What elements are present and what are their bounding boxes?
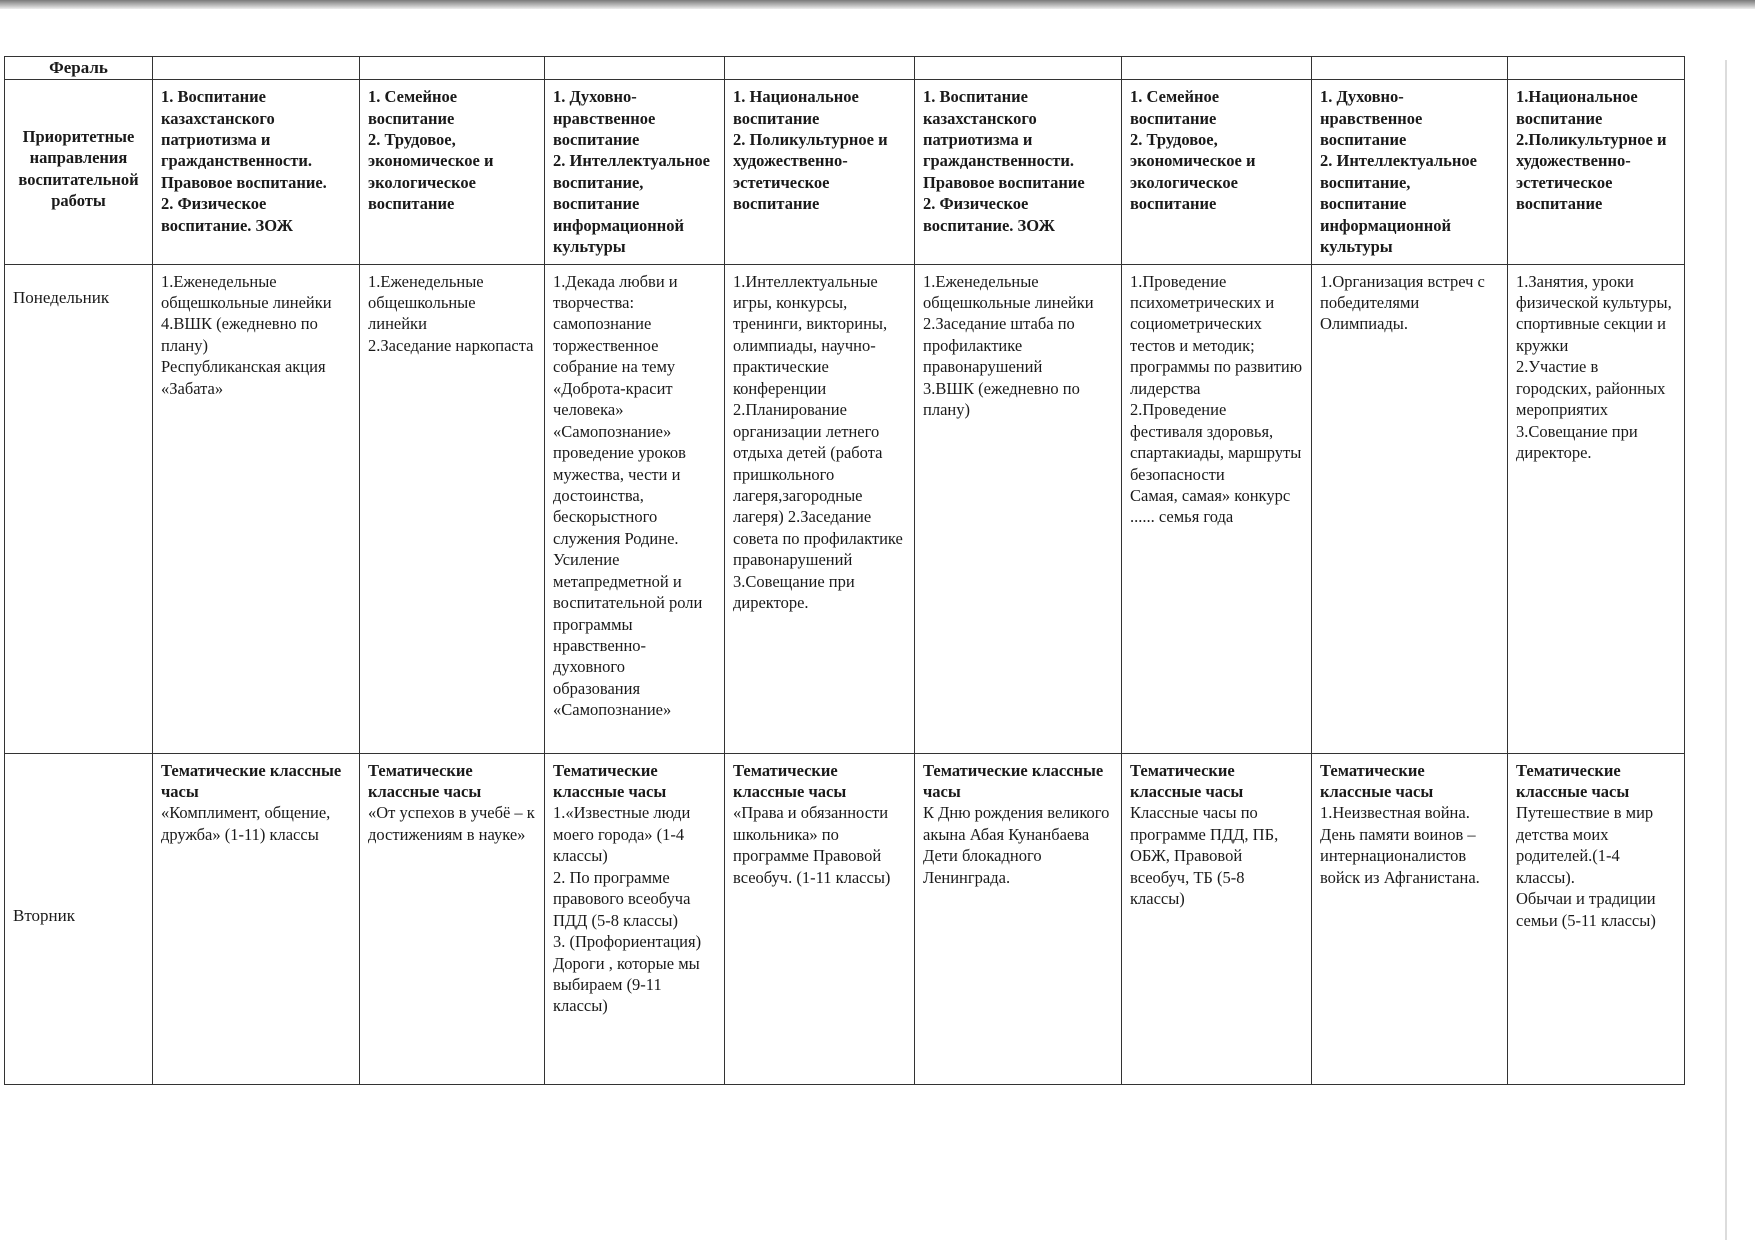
cell-text: 1.Интеллектуальные игры, конкурсы, тренинги, викторины, олимпиады, научно-практические конференции 2.Планирование организации летнего отдыха детей (работа пришкольного лагеря,загородные лагеря) 2.Заседание совета по профилактике правонарушений 3.Совещание при директоре. [733,271,903,613]
cell-title: Тематические классные часы [161,760,342,802]
cell-text: 1.Еженедельные общешкольные линейки 2.Заседание штаба по профилактике правонарушений 3.ВШК (ежедневно по плану) [923,271,1094,420]
month-cell [1508,57,1685,80]
column-header: 1. Воспитание казахстанского патриотизма и гражданственности. Правовое воспитание. 2. Физическое воспитание. ЗОЖ [153,80,360,265]
cell-text: 1.Организация встреч с победителями Олимпиады. [1320,271,1485,334]
table-cell [1122,753,1312,1084]
cell-text: 1.Декада любви и творчества: самопознание торжественное собрание на тему «Доброта-красит человека» «Самопознание» проведение уроков мужества, чести и достоинства, бескорыстного служения Родине. Усиление метапредметной и воспитательной роли программы нравственно-духовного образования «Самопознание» [553,271,703,720]
header-row [5,80,1685,265]
table-cell [915,753,1122,1084]
table-cell [1508,753,1685,1084]
plan-table [4,56,1685,1085]
month-cell [915,57,1122,80]
column-header: 1. Духовно-нравственное воспитание 2. Интеллектуальное воспитание, воспитание информационной культуры [545,80,725,265]
month-cell [153,57,360,80]
table-cell [915,264,1122,753]
cell-text: «Права и обязанности школьника» по программе Правовой всеобуч. (1-11 классы) [733,803,891,887]
month-cell [725,57,915,80]
cell-title: Тематические классные часы [1516,760,1630,802]
column-header: 1. Семейное воспитание 2. Трудовое, экономическое и экологическое воспитание [360,80,545,265]
cell-title: Тематические классные часы [1320,760,1434,802]
scan-edge-top [0,0,1755,9]
scan-edge-right [1725,60,1727,1240]
table-row-tuesday [5,753,1685,1084]
table-cell [545,264,725,753]
cell-title: Тематические классные часы [553,760,667,802]
month-label: Фераль [5,57,153,80]
cell-text: Классные часы по программе ПДД, ПБ, ОБЖ, Правовой всеобуч, ТБ (5-8 классы) [1130,803,1279,909]
day-label: Понедельник [5,264,153,753]
cell-text: 1.Занятия, уроки физической культуры, спортивные секции и кружки 2.Участие в городских, районных мероприятих 3.Совещание при директоре. [1516,271,1672,463]
table-cell [1312,753,1508,1084]
cell-text: К Дню рождения великого акына Абая Кунанбаева Дети блокадного Ленинграда. [923,803,1110,887]
column-header: 1. Воспитание казахстанского патриотизма и гражданственности. Правовое воспитание 2. Физическое воспитание. ЗОЖ [915,80,1122,265]
column-header: 1.Национальное воспитание 2.Поликультурное и художественно-эстетическое воспитание [1508,80,1685,265]
column-header: 1. Духовно-нравственное воспитание 2. Интеллектуальное воспитание, воспитание информационной культуры [1312,80,1508,265]
cell-text: Путешествие в мир детства моих родителей.(1-4 классы). Обычаи и традиции семьи (5-11 классы) [1516,803,1656,930]
table-cell [360,753,545,1084]
day-label: Вторник [5,753,153,1084]
table-cell [725,753,915,1084]
month-cell [545,57,725,80]
cell-text: 1.Проведение психометрических и социометрических тестов и методик; программы по развитию лидерства 2.Проведение фестиваля здоровья, спартакиады, маршруты безопасности Самая, самая» конкурс ...... семья года [1130,271,1303,527]
cell-title: Тематические классные часы [733,760,847,802]
column-header: 1. Национальное воспитание 2. Поликультурное и художественно-эстетическое воспитание [725,80,915,265]
priority-label: Приоритетные направления воспитательной работы [5,80,153,265]
cell-text: 1.Еженедельные общешкольные линейки 4.ВШК (ежедневно по плану) Республиканская акция «Забата» [161,271,332,398]
table-row-monday [5,264,1685,753]
table-cell [1312,264,1508,753]
cell-text: 1.Неизвестная война. День памяти воинов – интернационалистов войск из Афганистана. [1320,803,1480,887]
month-cell [360,57,545,80]
table-cell [545,753,725,1084]
month-row [5,57,1685,80]
cell-text: 1.Еженедельные общешкольные линейки 2.Заседание наркопаста [368,271,534,355]
table-cell [1508,264,1685,753]
table-cell [153,264,360,753]
month-cell [1312,57,1508,80]
table-cell [1122,264,1312,753]
table-cell [725,264,915,753]
table-cell [360,264,545,753]
table-cell [153,753,360,1084]
cell-title: Тематические классные часы [1130,760,1244,802]
cell-text: 1.«Известные люди моего города» (1-4 классы) 2. По программе правового всеобуча ПДД (5-8 классы) 3. (Профориентация) Дороги , которые мы выбираем (9-11 классы) [553,803,702,1016]
cell-title: Тематические классные часы [368,760,482,802]
cell-title: Тематические классные часы [923,760,1104,802]
month-cell [1122,57,1312,80]
cell-text: «Комплимент, общение, дружба» (1-11) классы [161,803,331,844]
column-header: 1. Семейное воспитание 2. Трудовое, экономическое и экологическое воспитание [1122,80,1312,265]
cell-text: «От успехов в учебё – к достижениям в науке» [368,803,535,844]
